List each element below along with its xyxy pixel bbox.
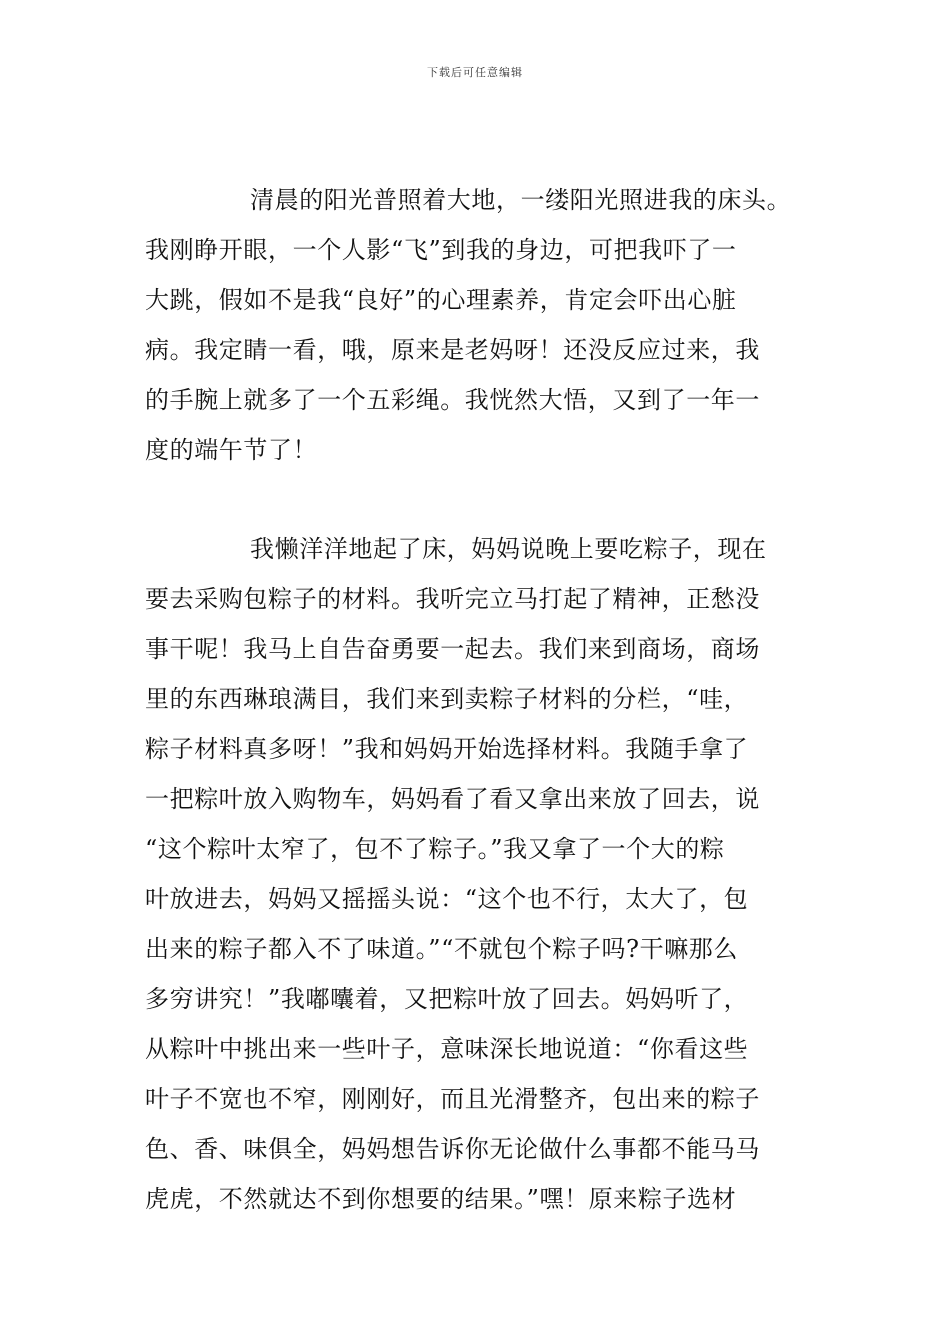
- text-line: 病。我定睛一看，哦，原来是老妈呀！还没反应过来，我: [145, 336, 760, 364]
- text-line: 的手腕上就多了一个五彩绳。我恍然大悟，又到了一年一: [145, 386, 760, 414]
- paragraph-morning: [145, 175, 817, 475]
- text-line: 事干呢！我马上自告奋勇要一起去。我们来到商场，商场: [145, 635, 760, 663]
- text-line: 要去采购包粽子的材料。我听完立马打起了精神，正愁没: [145, 585, 760, 613]
- text-line: 粽子材料真多呀！”我和妈妈开始选择材料。我随手拿了: [145, 735, 749, 763]
- text-line: 清晨的阳光普照着大地，一缕阳光照进我的床头。: [250, 186, 792, 214]
- text-line: 我懒洋洋地起了床，妈妈说晚上要吃粽子，现在: [250, 535, 767, 563]
- page-header: 下载后可任意编辑: [427, 66, 523, 79]
- text-line: 出来的粽子都入不了味道。”“不就包个粽子吗?干嘛那么: [145, 935, 739, 963]
- text-line: 虎虎，不然就达不到你想要的结果。”嘿！原来粽子选材: [145, 1185, 737, 1213]
- paragraph-shopping: [145, 524, 817, 1224]
- text-line: 我刚睁开眼，一个人影“飞”到我的身边，可把我吓了一: [145, 236, 737, 264]
- text-line: 多穷讲究！”我嘟囔着，又把粽叶放了回去。妈妈听了，: [145, 985, 749, 1013]
- text-line: 叶子不宽也不窄，刚刚好，而且光滑整齐，包出来的粽子: [145, 1085, 760, 1113]
- text-line: 里的东西琳琅满目，我们来到卖粽子材料的分栏，“哇，: [145, 685, 749, 713]
- text-line: 度的端午节了！: [145, 436, 318, 464]
- text-line: 色、香、味俱全，妈妈想告诉你无论做什么事都不能马马: [145, 1135, 760, 1163]
- text-line: 从粽叶中挑出来一些叶子，意味深长地说道：“你看这些: [145, 1035, 749, 1063]
- text-line: 叶放进去，妈妈又摇摇头说：“这个也不行，太大了，包: [145, 885, 749, 913]
- text-line: “这个粽叶太窄了，包不了粽子。”我又拿了一个大的粽: [145, 835, 725, 863]
- text-line: 一把粽叶放入购物车，妈妈看了看又拿出来放了回去，说: [145, 785, 760, 813]
- text-line: 大跳，假如不是我“良好”的心理素养，肯定会吓出心脏: [145, 286, 737, 314]
